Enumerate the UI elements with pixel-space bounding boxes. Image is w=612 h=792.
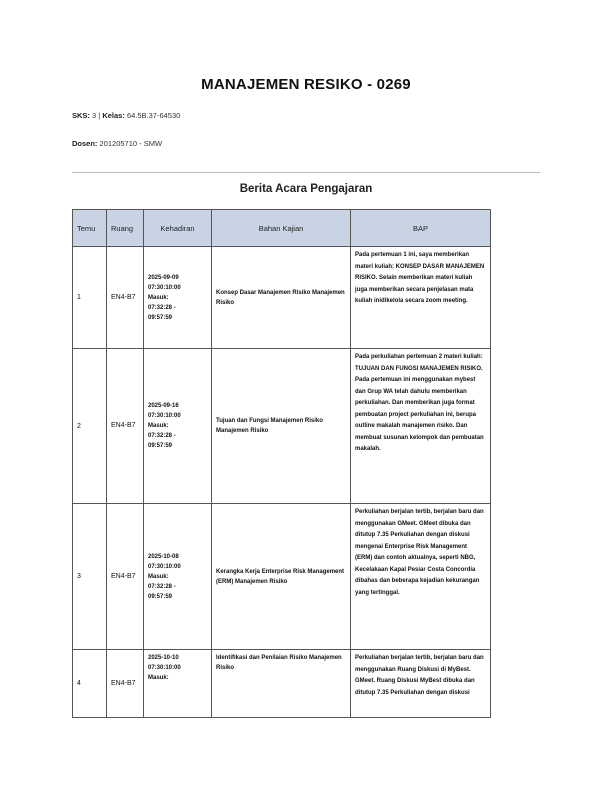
cell-ruang: EN4-B7 bbox=[107, 504, 144, 650]
header-temu: Temu bbox=[73, 210, 107, 247]
cell-bap: Pada pertemuan 1 ini, saya memberikan materi kuliah: KONSEP DASAR MANAJEMEN RISIKO. Selain memberikan materi kuliah juga memberikan secara penjelasan mata kuliah inidikelola secara zoom meeting. bbox=[355, 252, 485, 304]
table-header-row bbox=[73, 210, 491, 247]
cell-bahan-kajian: Kerangka Kerja Enterprise Risk Management (ERM) Manajemen Risiko bbox=[216, 568, 345, 585]
cell-bahan-kajian: Tujuan dan Fungsi Manajemen Risiko Manajemen Risiko bbox=[216, 418, 323, 434]
meta-separator: | bbox=[98, 111, 101, 120]
section-title: Berita Acara Pengajaran bbox=[239, 183, 373, 195]
kelas-value: 64.5B.37-64530 bbox=[126, 111, 181, 120]
sks-label: SKS: bbox=[72, 111, 90, 120]
course-title: MANAJEMEN RESIKO - 0269 bbox=[201, 76, 411, 93]
dosen-label: Dosen: bbox=[72, 139, 98, 148]
dosen-value: 201205710 - SMW bbox=[99, 139, 163, 148]
cell-kehadiran: 2025-09-09 07:30:10:00 Masuk: 07:32:28 - 09:57:59 bbox=[148, 274, 181, 321]
sks-value: 3 bbox=[92, 111, 97, 120]
cell-ruang: EN4-B7 bbox=[107, 650, 144, 718]
table-row bbox=[73, 349, 491, 504]
cell-temu: 1 bbox=[73, 247, 107, 349]
cell-kehadiran: 2025-10-10 07:30:10:00 Masuk: bbox=[148, 655, 181, 681]
cell-bap: Perkuliahan berjalan tertib, berjalan baru dan menggunakan GMeet. GMeet dibuka dan ditutup 7.35 Perkuliahan dengan diskusi mengenai Enterprise Risk Management (ERM) dan contoh aktualnya, seperti NBG, Kecelakaan Kapal Pesiar Costa Concordia dibahas dan beberapa kejadian kekurangan yang tertinggal. bbox=[355, 509, 484, 596]
cell-bahan-kajian: Identifikasi dan Penilaian Risiko Manajemen Risiko bbox=[216, 655, 342, 671]
header-bahan-kajian: Bahan Kajian bbox=[212, 210, 351, 247]
header-kehadiran: Kehadiran bbox=[144, 210, 212, 247]
kelas-label: Kelas: bbox=[102, 111, 125, 120]
cell-ruang: EN4-B7 bbox=[107, 349, 144, 504]
cell-temu: 2 bbox=[73, 349, 107, 504]
header-bap: BAP bbox=[351, 210, 491, 247]
header-ruang: Ruang bbox=[107, 210, 144, 247]
cell-ruang: EN4-B7 bbox=[107, 247, 144, 349]
dosen-line bbox=[72, 139, 162, 148]
cell-bahan-kajian: Konsep Dasar Manajemen Risiko Manajemen Risiko bbox=[216, 289, 345, 306]
table-row bbox=[73, 504, 491, 650]
table-row bbox=[73, 247, 491, 349]
cell-temu: 4 bbox=[73, 650, 107, 718]
table-row bbox=[73, 650, 491, 718]
cell-bap: Pada perkuliahan pertemuan 2 materi kuliah: TUJUAN DAN FUNGSI MANAJEMEN RISIKO. Pada pertemuan ini menggunakan mybest dan Grup WA telah dahulu memberikan perkuliahan. Dan memberikan juga format pembuatan project perkuliahan ini, berupa outline makalah manajemen risiko. Dan membuat susunan kelompok dan pembuatan makalah. bbox=[355, 354, 484, 452]
cell-kehadiran: 2025-10-08 07:30:10:00 Masuk: 07:32:28 - 09:57:59 bbox=[148, 553, 181, 600]
bap-table bbox=[72, 209, 491, 718]
cell-kehadiran: 2025-09-16 07:30:10:00 Masuk: 07:32:28 - 09:57:59 bbox=[148, 403, 181, 449]
divider bbox=[72, 172, 540, 173]
cell-temu: 3 bbox=[73, 504, 107, 650]
cell-bap: Perkuliahan berjalan tertib, berjalan baru dan menggunakan Ruang Diskusi di MyBest. GMeet. Ruang Diskusi MyBest dibuka dan ditutup 7.35 Perkuliahan dengan diskusi bbox=[355, 655, 484, 696]
sks-kelas-line bbox=[72, 111, 180, 120]
